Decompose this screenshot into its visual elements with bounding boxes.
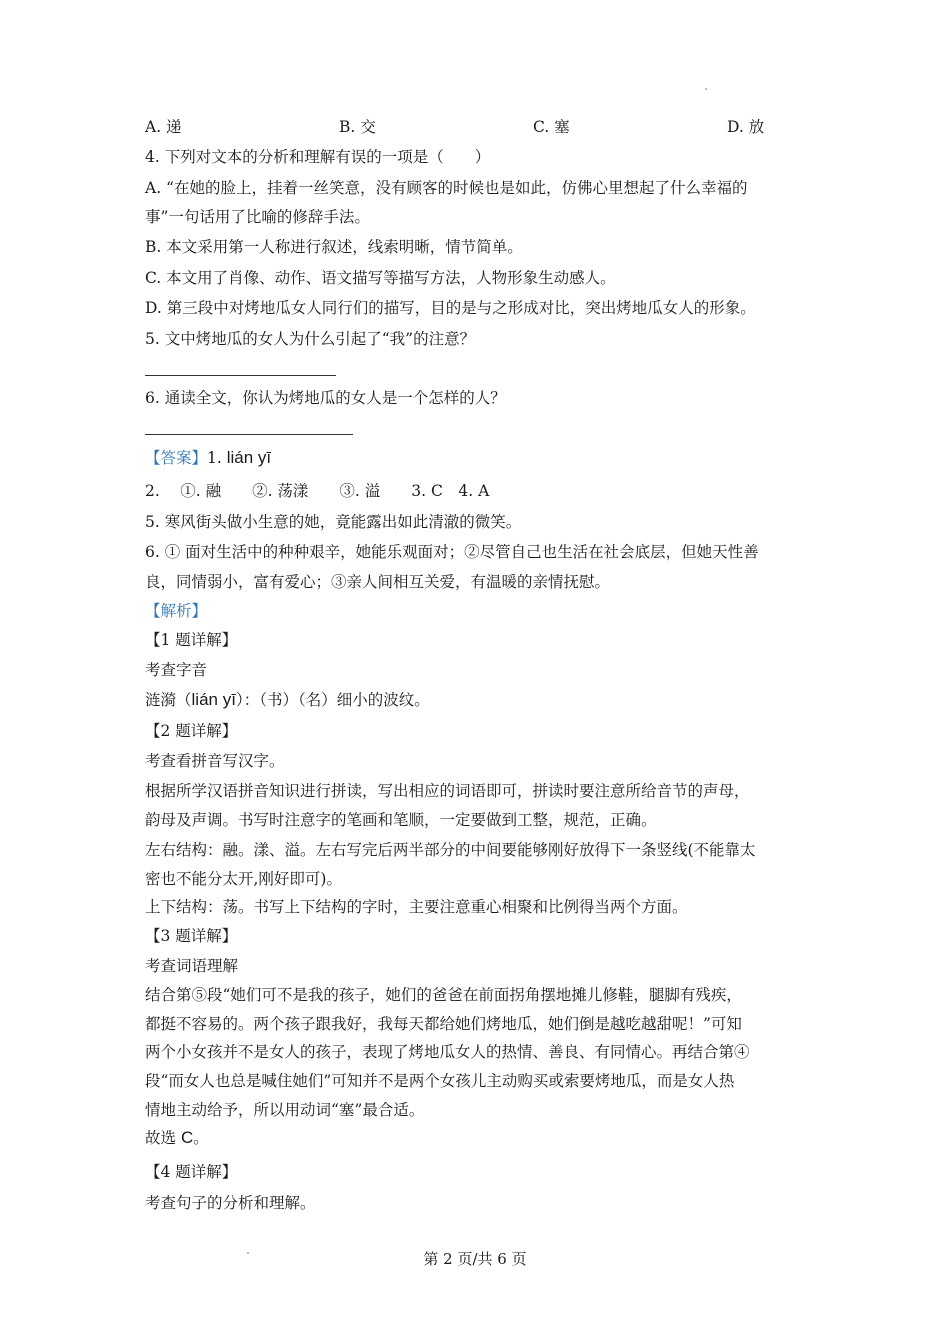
detail-3-title: 【3 题详解】 bbox=[145, 927, 238, 945]
detail-2-line: 考查看拼音写汉字。 bbox=[145, 752, 285, 770]
answer-q1 bbox=[145, 447, 271, 469]
detail-2-title: 【2 题详解】 bbox=[145, 722, 238, 740]
detail-3-line: 结合第⑤段“她们可不是我的孩子，她们的爸爸在前面拐角摆地摊儿修鞋，腿脚有残疾， bbox=[145, 986, 742, 1004]
detail-2-line: 密也不能分太开,刚好即可)。 bbox=[145, 870, 342, 888]
answer-q1-pinyin: lián yī bbox=[226, 448, 272, 467]
detail-2-line: 根据所学汉语拼音知识进行拼读，写出相应的词语即可，拼读时要注意所给音节的声母， bbox=[145, 782, 750, 800]
analysis-label: 【解析】 bbox=[145, 602, 208, 620]
question-4-option-a-cont: 事”一句话用了比喻的修辞手法。 bbox=[145, 208, 370, 226]
conclusion-choice: C bbox=[180, 1128, 194, 1147]
option-b: B. 交 bbox=[339, 118, 376, 136]
answer-label: 【答案】 bbox=[145, 449, 208, 467]
option-d: D. 放 bbox=[727, 118, 765, 136]
detail-3-line: 段“而女人也总是喊住她们”可知并不是两个女孩儿主动购买或索要烤地瓜，而是女人热 bbox=[145, 1072, 735, 1090]
answer-line-5 bbox=[145, 375, 336, 376]
answer-q6-line-2: 良，同情弱小，富有爱心；③亲人间相互关爱，有温暖的亲情抚慰。 bbox=[145, 573, 611, 591]
detail-3-line: 都挺不容易的。两个孩子跟我好，我每天都给她们烤地瓜，她们倒是越吃越甜呢！”可知 bbox=[145, 1015, 742, 1033]
detail-2-line: 韵母及声调。书写时注意字的笔画和笔顺，一定要做到工整，规范，正确。 bbox=[145, 811, 657, 829]
detail-1-word: 涟漪（ bbox=[145, 691, 192, 709]
detail-1-definition: ）：（书）（名）细小的波纹。 bbox=[235, 691, 430, 709]
detail-2-line: 上下结构：荡。书写上下结构的字时，主要注意重心相聚和比例得当两个方面。 bbox=[145, 898, 688, 916]
detail-4-title: 【4 题详解】 bbox=[145, 1163, 238, 1181]
answer-line-6 bbox=[145, 434, 353, 435]
detail-2-line: 左右结构：融。漾、溢。左右写完后两半部分的中间要能够刚好放得下一条竖线(不能靠太 bbox=[145, 841, 756, 859]
detail-3-line: 两个小女孩并不是女人的孩子，表现了烤地瓜女人的热情、善良、有同情心。再结合第④ bbox=[145, 1043, 750, 1061]
detail-4-line: 考查句子的分析和理解。 bbox=[145, 1194, 316, 1212]
detail-3-line: 情地主动给予，所以用动词“塞”最合适。 bbox=[145, 1101, 425, 1119]
question-4-option-b: B. 本文采用第一人称进行叙述，线索明晰，情节简单。 bbox=[145, 238, 523, 256]
question-4-option-a: A. “在她的脸上，挂着一丝笑意，没有顾客的时候也是如此，仿佛心里想起了什么幸福的 bbox=[145, 179, 748, 197]
answer-q5: 5. 寒风街头做小生意的她，竟能露出如此清澈的微笑。 bbox=[145, 513, 522, 531]
detail-3-line: 考查词语理解 bbox=[145, 957, 239, 975]
scan-mark bbox=[705, 88, 707, 90]
question-4-option-d: D. 第三段中对烤地瓜女人同行们的描写，目的是与之形成对比，突出烤地瓜女人的形象。 bbox=[145, 299, 756, 317]
detail-3-conclusion bbox=[145, 1127, 209, 1149]
detail-1-line: 考查字音 bbox=[145, 661, 208, 679]
question-4-stem: 4. 下列对文本的分析和理解有误的一项是（ ） bbox=[145, 148, 491, 166]
conclusion-prefix: 故选 bbox=[145, 1129, 181, 1147]
question-4-option-c: C. 本文用了肖像、动作、语文描写等描写方法，人物形象生动感人。 bbox=[145, 269, 616, 287]
question-6: 6. 通读全文，你认为烤地瓜的女人是一个怎样的人？ bbox=[145, 389, 506, 407]
answer-q2-q4: 2. ①. 融 ②. 荡漾 ③. 溢 3. C 4. A bbox=[145, 482, 490, 500]
conclusion-end: 。 bbox=[193, 1129, 209, 1147]
detail-1-pinyin: lián yī bbox=[191, 690, 236, 709]
option-c: C. 塞 bbox=[533, 118, 570, 136]
detail-1-title: 【1 题详解】 bbox=[145, 631, 238, 649]
page-footer: 第 2 页/共 6 页 bbox=[423, 1250, 527, 1268]
question-5: 5. 文中烤地瓜的女人为什么引起了“我”的注意？ bbox=[145, 330, 476, 348]
detail-1-line bbox=[145, 689, 430, 711]
answer-q1-prefix: 1. bbox=[207, 449, 227, 467]
option-a: A. 递 bbox=[145, 118, 182, 136]
answer-q6-line-1: 6. ① 面对生活中的种种艰辛，她能乐观面对；②尽管自己也生活在社会底层，但她天性善 bbox=[145, 543, 759, 561]
